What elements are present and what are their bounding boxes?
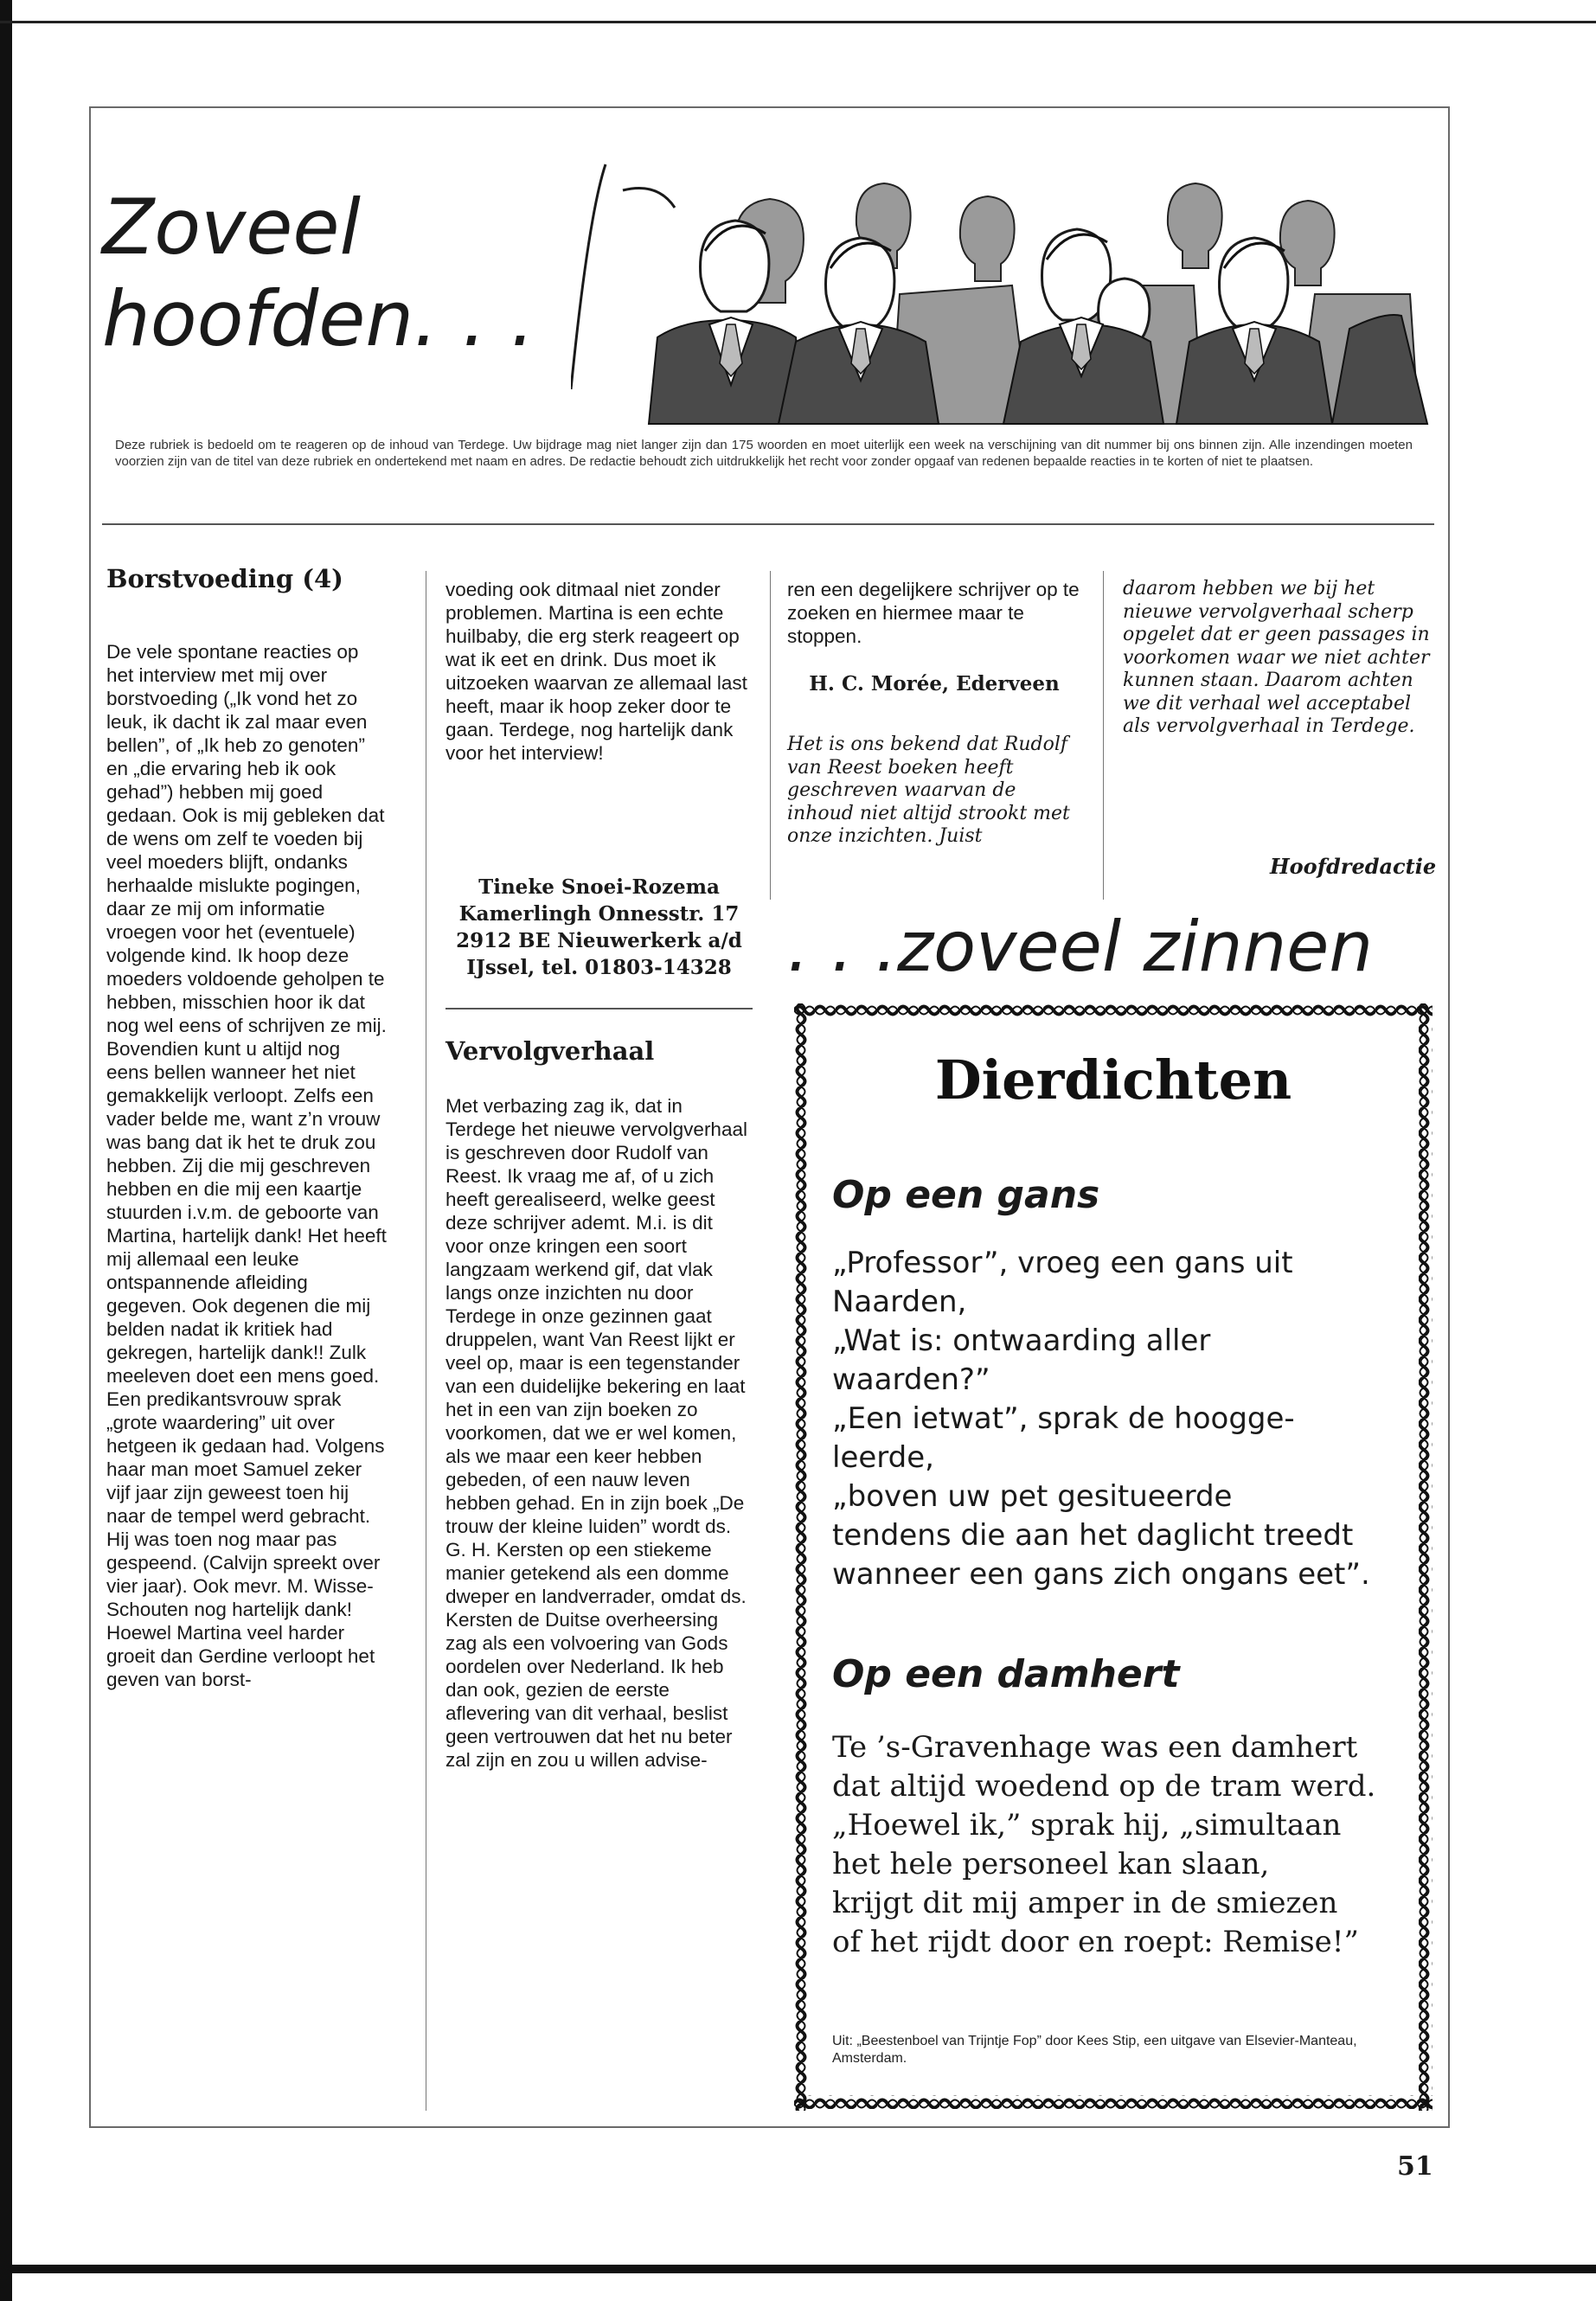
poem1-line: Naarden, [832, 1285, 967, 1319]
poem2-line: dat altijd woedend op de tram werd. [832, 1769, 1376, 1804]
poem1-line: „Een ietwat”, sprak de hoogge- [832, 1401, 1295, 1436]
poem2-line: of het rijdt door en roept: Remise!” [832, 1925, 1359, 1959]
page-number: 51 [1397, 2151, 1433, 2182]
letter1-signature-city2: IJssel, tel. 01803-14328 [466, 956, 732, 979]
rubric-intro: Deze rubriek is bedoeld om te reageren op de inhoud van Terdege. Uw bijdrage mag niet langer zijn dan 175 woorden en moet uiterlijk een week na verschijning van dit nummer bij ons binnen zijn. Alle inzendingen moeten voorzien zijn van de titel van deze rubriek en ondertekend met naam en adres. De redactie behoudt zich uitdrukkelijk het recht voor zonder opgaaf van redenen bepaalde reacties in te korten of niet te plaatsen. [115, 438, 1413, 469]
letter1-signature-city: 2912 BE Nieuwerkerk a/d [456, 929, 742, 952]
letter1-body-col2 [445, 578, 753, 765]
page-edge-bottom [0, 2265, 1596, 2273]
editor-reply-text-col3: Het is ons bekend dat Rudolf van Reest boeken heeft geschreven waarvan de inhoud niet altijd strookt met onze inzichten. Juist [787, 734, 1070, 847]
column-divider-3 [1103, 571, 1104, 900]
letter1-body-col1 [106, 640, 388, 1691]
letter2-signature: H. C. Morée, Ederveen [809, 672, 1060, 695]
editor-reply-text-col4: daarom hebben we bij het nieuwe vervolgverhaal scherp opgelet dat er geen passages in voorkomen waar we niet achter kunnen staan. Daarom achten we dit verhaal wel acceptabel als vervolgverhaal in Terdege. [1123, 578, 1430, 737]
header-title-line1: Zoveel [102, 183, 361, 272]
letter1-text-col1: De vele spontane reacties op het interview met mij over borstvoeding („Ik vond het zo leuk, ik dacht ik zal maar even bellen”, of „Ik heb zo genoten” en „die ervaring heb ik ook gehad”) hebben mij goed gedaan. Ook is mij gebleken dat de wens om zelf te voeden bij veel moeders blijft, ondanks herhaalde mislukte pogingen, daar ze mij om informatie vroegen voor het (eventuele) volgende kind. Ik hoop deze moeders voldoende geholpen te hebben, misschien hoor ik dat nog wel eens of schrijven ze mij. Bovendien kunt u altijd nog eens bellen wanneer het niet gemakkelijk verloopt. Zelfs een vader belde me, want z’n vrouw was bang dat ik het te druk zou hebben. Zij die mij geschreven hebben en die mij een kaartje stuurden i.v.m. de geboorte van Martina, hartelijk dank! Het heeft mij allemaal een leuke ontspannende afleiding gegeven. Ook degenen die mij belden nadat ik kritiek had gekregen, hartelijk dank!! Zulk meeleven doet een mens goed. Een predikantsvrouw sprak „grote waardering” uit over hetgeen ik gedaan had. Volgens haar man moet Samuel zeker vijf jaar zijn geweest toen hij naar de tempel werd gebracht. Hij was toen nog maar pas gespeend. (Calvijn spreekt over vier jaar). Ook mevr. M. Wisse-Schouten nog hartelijk dank! Hoewel Martina veel harder groeit dan Gerdine verloopt het geven van borst- [106, 641, 387, 1690]
section-title-zoveel-zinnen: . . .zoveel zinnen [787, 907, 1374, 987]
poem-box-title: Dierdichten [934, 1048, 1292, 1112]
column-divider-2 [770, 571, 771, 900]
page-edge-left [0, 0, 12, 2301]
poem2-line: het hele personeel kan slaan, [832, 1847, 1270, 1881]
poem1-line: wanneer een gans zich ongans eet”. [832, 1557, 1370, 1592]
letter1-signature-name: Tineke Snoei-Rozema [478, 875, 720, 899]
letter1-heading: Borstvoeding (4) [106, 564, 343, 593]
poem1-line: tendens die aan het daglicht treedt [832, 1518, 1354, 1553]
letter2-text-col3: ren een degelijkere schrijver op te zoeken en hiermee maar te stoppen. [787, 579, 1080, 647]
letter2-text-col2: Met verbazing zag ik, dat in Terdege het nieuwe vervolgverhaal is geschreven door Rudolf van Reest. Ik vraag me af, of u zich heeft gerealiseerd, welke geest deze schrijver ademt. M.i. is dit voor onze kringen een soort langzaam werkend gif, dat vlak langs onze inzichten nu door Terdege in onze gezinnen gaat druppelen, want Van Reest lijkt er veel op, maar is een tegenstander van een duidelijke bekering en laat het in een van zijn boeken zo voorkomen, dat we er wel komen, als we maar een keer hebben gebeden, of een nauw leven hebben gehad. En in zijn boek „De trouw der kleine luiden” wordt ds. G. H. Kersten op een stiekeme manier getekend als een domme dweper en landverrader, omdat ds. Kersten de Duitse overheersing zag als een volvoering van Gods oordelen over Nederland. Ik heb dan ook, gezien de eerste aflevering van dit verhaal, beslist geen vertrouwen dat het nu beter zal zijn en zou u willen advise- [445, 1095, 747, 1771]
editor-signature: Hoofdredactie [1270, 854, 1437, 879]
poem2-text [832, 1728, 1420, 1962]
letter2-body-col3 [787, 578, 1081, 648]
header-divider [102, 523, 1434, 525]
poem2-line: Te ’s-Gravenhage was een damhert [832, 1730, 1358, 1765]
poem1-line: leerde, [832, 1440, 934, 1475]
poem2-line: krijgt dit mij amper in de smiezen [832, 1886, 1338, 1920]
letter1-text-col2: voeding ook ditmaal niet zonder problemen. Martina is een echte huilbaby, die erg sterk reageert op wat ik eet en drink. Dus moet ik uitzoeken waarvan ze allemaal last heeft, maar ik hoop zeker door te gaan. Terdege, nog hartelijk dank voor het interview! [445, 579, 747, 764]
poem1-line: „Wat is: ontwaarding aller [832, 1324, 1211, 1358]
letter1-signature-street: Kamerlingh Onnesstr. 17 [458, 902, 740, 926]
letter2-body-col2 [445, 1094, 753, 1772]
poem2-line: „Hoewel ik,” sprak hij, „simultaan [832, 1808, 1342, 1843]
poem-source: Uit: „Beestenboel van Trijntje Fop” door Kees Stip, een uitgave van Elsevier-Manteau, Amsterdam. [832, 2034, 1357, 2066]
poem1-line: „Professor”, vroeg een gans uit [832, 1246, 1293, 1280]
editor-reply-col4 [1123, 578, 1436, 739]
poem1-title: Op een gans [832, 1173, 1100, 1217]
crowd-of-heads-illustration [571, 121, 1436, 428]
letter-divider [445, 1008, 753, 1009]
header-title [102, 182, 535, 365]
poem1-text [832, 1244, 1403, 1594]
poem1-line: waarden?” [832, 1362, 990, 1397]
header-title-line2: hoofden. . . [102, 274, 535, 363]
letter1-signature [445, 874, 753, 981]
poem2-title: Op een damhert [832, 1652, 1180, 1696]
editor-reply-col3 [787, 734, 1081, 849]
poem1-line: „boven uw pet gesitueerde [832, 1479, 1233, 1514]
letter2-heading: Vervolgverhaal [445, 1036, 655, 1066]
page-edge-top [0, 21, 1596, 23]
